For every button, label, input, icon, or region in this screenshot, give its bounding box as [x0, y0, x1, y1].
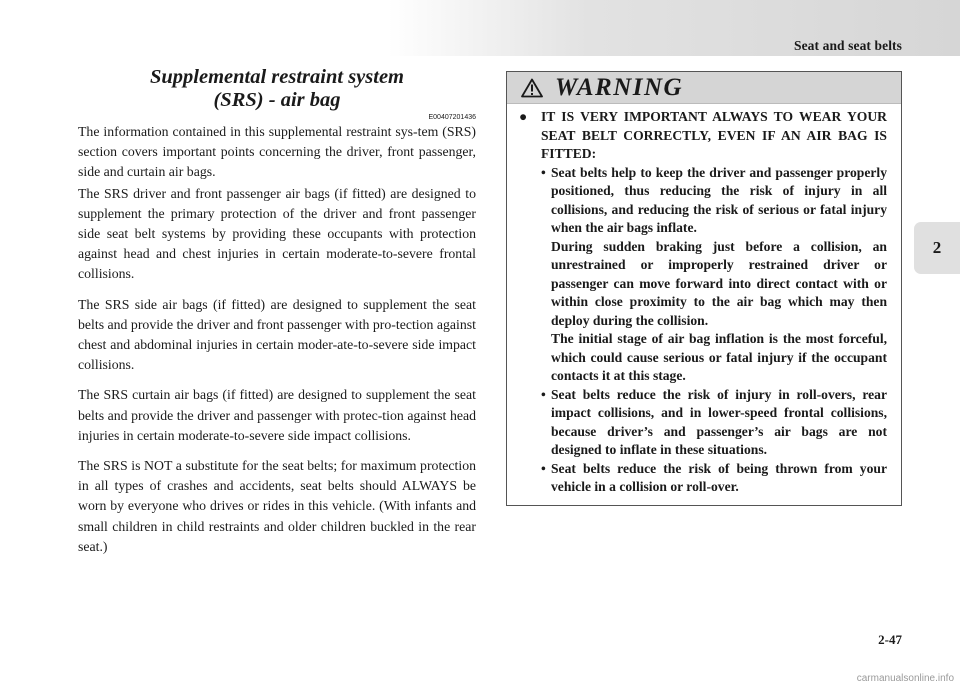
- warning-box: [506, 71, 902, 506]
- section-title: [78, 66, 476, 112]
- watermark: carmanualsonline.info: [856, 673, 954, 684]
- section-title-line2: (SRS) - air bag: [213, 89, 341, 111]
- warning-sub-item: [541, 164, 887, 238]
- document-code: E00407201436: [428, 114, 476, 121]
- chapter-tab-label: 2: [932, 238, 942, 257]
- warning-sub-note: During sudden braking just before a collision, an unrestrained or improperly restrained driver or passenger can move forward into direct contact with or within close proximity to the air bag which may then deploy during the collision.: [551, 238, 887, 328]
- body-paragraph: The SRS curtain air bags (if fitted) are designed to supplement the seat belts and provide the driver and passenger with protec-tion against head injuries in certain moderate-to-severe side impact collisions.: [78, 387, 476, 443]
- warning-main-text: IT IS VERY IMPORTANT ALWAYS TO WEAR YOUR SEAT BELT CORRECTLY, EVEN IF AN AIR BAG IS FITTED:: [541, 109, 887, 161]
- chapter-tab[interactable]: [914, 222, 960, 274]
- warning-body: [507, 104, 901, 505]
- warning-sub-item: [541, 460, 887, 497]
- warning-sub-text: Seat belts reduce the risk of injury in roll-overs, rear impact collisions, and in lower-speed frontal collisions, because driver’s and passenger’s air bags are not designed to inflate in these situations.: [551, 386, 887, 457]
- body-paragraph: The information contained in this supplemental restraint sys-tem (SRS) section covers important points concerning the driver, front passenger, side and curtain air bags.: [78, 124, 476, 180]
- warning-main-item: [519, 108, 887, 497]
- section-title-line1: Supplemental restraint system: [150, 66, 404, 88]
- sub-bullet-icon: •: [541, 460, 546, 476]
- warning-header: [507, 72, 901, 104]
- warning-sub-item: [541, 386, 887, 460]
- body-paragraph: The SRS side air bags (if fitted) are designed to supplement the seat belts and provide the driver and front passenger with pro-tection against chest and abdominal injuries in certain moder-ate-to-severe side impact collisions.: [78, 296, 476, 373]
- warning-sub-text: Seat belts help to keep the driver and passenger properly positioned, thus reducing the risk of injury in all collisions, and reducing the risk of serious or fatal injury when the air bags inflate.: [551, 164, 887, 235]
- warning-sub-text: Seat belts reduce the risk of being thrown from your vehicle in a collision or roll-over.: [551, 460, 887, 494]
- body-paragraph: The SRS driver and front passenger air bags (if fitted) are designed to supplement the primary protection of the driver and front passenger side seat belt systems by providing these occupants with protection against head and chest injuries in certain moderate-to-severe frontal collisions.: [78, 185, 476, 282]
- main-column: [78, 66, 476, 557]
- page-number: 2-47: [878, 632, 902, 647]
- sub-bullet-icon: •: [541, 386, 546, 402]
- bullet-icon: ●: [519, 109, 528, 124]
- body-paragraph: The SRS is NOT a substitute for the seat belts; for maximum protection in all types of crashes and accidents, seat belts should ALWAYS be worn by everyone who drives or rides in this vehicle. (With infants and small children in child restraints and older children buckled in the rear seat.): [78, 458, 476, 554]
- warning-sub-note: The initial stage of air bag inflation is the most forceful, which could cause serious or fatal injury if the occupant contacts it at this stage.: [551, 331, 887, 383]
- page-header-title: Seat and seat belts: [793, 38, 902, 53]
- sub-bullet-icon: •: [541, 164, 546, 180]
- warning-triangle-icon: [521, 78, 543, 98]
- warning-label: WARNING: [555, 73, 684, 101]
